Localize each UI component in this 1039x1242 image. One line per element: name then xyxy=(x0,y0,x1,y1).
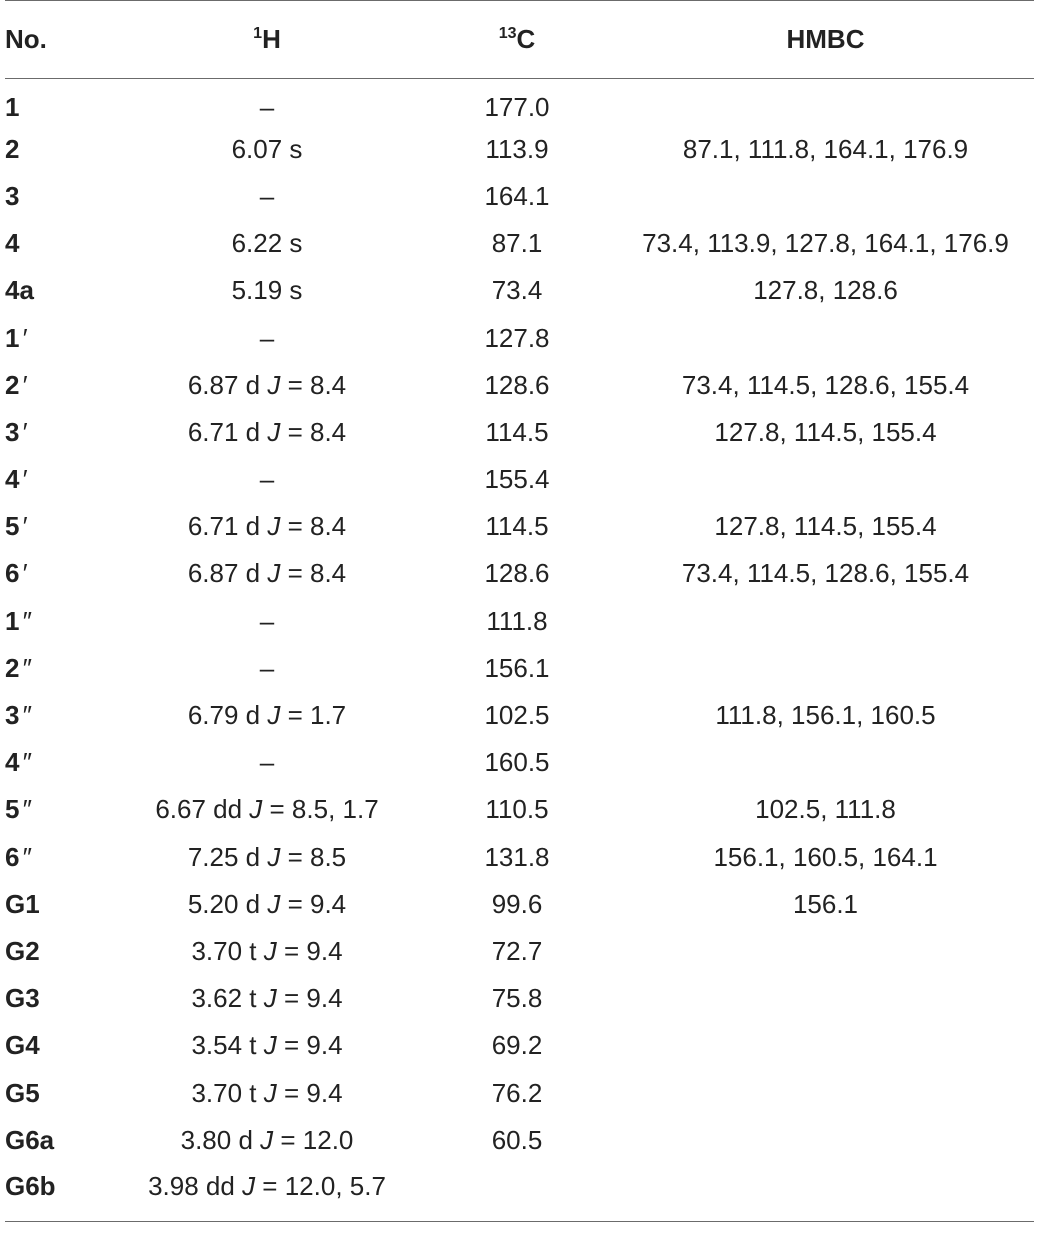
cell-no xyxy=(5,220,117,267)
cell-hmbc xyxy=(617,1117,1034,1164)
proton-shift: – xyxy=(259,322,275,353)
position-label: 1 xyxy=(5,322,20,353)
cell-13c xyxy=(417,1069,617,1116)
hmbc-correlations: 156.1 xyxy=(792,888,859,919)
carbon-shift: 110.5 xyxy=(485,794,549,825)
hmbc-correlations: 111.8, 156.1, 160.5 xyxy=(715,700,936,731)
cell-hmbc xyxy=(617,267,1034,314)
position-label: 2 xyxy=(5,369,20,400)
position-label: 3 xyxy=(5,180,20,211)
cell-1h xyxy=(117,1117,417,1164)
hmbc-correlations: 127.8, 128.6 xyxy=(753,275,898,306)
coupling-constant: = 9.4 xyxy=(276,983,343,1014)
carbon-shift: 114.5 xyxy=(485,416,549,447)
coupling-constant: = 8.4 xyxy=(280,511,347,542)
proton-shift: 6.79 d xyxy=(187,700,268,731)
table-row xyxy=(5,550,1034,597)
cell-hmbc xyxy=(617,220,1034,267)
header-no-label: No. xyxy=(5,24,47,54)
carbon-shift: 113.9 xyxy=(485,133,549,164)
table-row xyxy=(5,928,1034,975)
coupling-constant: = 8.5 xyxy=(280,841,347,872)
position-label: 4 xyxy=(5,464,20,495)
coupling-constant: = 12.0, 5.7 xyxy=(255,1171,386,1202)
cell-hmbc xyxy=(617,409,1034,456)
proton-shift: 5.19 s xyxy=(231,275,303,306)
cell-no xyxy=(5,598,117,645)
cell-13c xyxy=(417,503,617,550)
table-row xyxy=(5,1117,1034,1164)
cell-hmbc xyxy=(617,1022,1034,1069)
carbon-shift: 128.6 xyxy=(484,558,550,589)
table-row xyxy=(5,786,1034,833)
cell-1h xyxy=(117,503,417,550)
carbon-shift: 164.1 xyxy=(484,180,550,211)
cell-hmbc xyxy=(617,79,1034,126)
cell-1h xyxy=(117,314,417,361)
cell-13c xyxy=(417,314,617,361)
position-prime: ′ xyxy=(21,416,27,447)
cell-no xyxy=(5,409,117,456)
cell-hmbc xyxy=(617,362,1034,409)
proton-shift: 5.20 d xyxy=(187,888,268,919)
coupling-symbol: J xyxy=(263,1077,277,1108)
cell-1h xyxy=(117,173,417,220)
carbon-shift: 75.8 xyxy=(491,983,543,1014)
cell-hmbc xyxy=(617,928,1034,975)
cell-no xyxy=(5,126,117,173)
position-label: G6b xyxy=(5,1171,56,1202)
hmbc-correlations: 87.1, 111.8, 164.1, 176.9 xyxy=(682,133,969,164)
table-row xyxy=(5,598,1034,645)
carbon-shift: 73.4 xyxy=(491,275,543,306)
coupling-symbol: J xyxy=(267,841,281,872)
table-body xyxy=(5,79,1034,1222)
header-no xyxy=(5,1,117,79)
coupling-symbol: J xyxy=(263,935,277,966)
cell-hmbc xyxy=(617,314,1034,361)
coupling-symbol: J xyxy=(267,511,281,542)
cell-13c xyxy=(417,834,617,881)
cell-1h xyxy=(117,362,417,409)
cell-1h xyxy=(117,550,417,597)
cell-13c xyxy=(417,1117,617,1164)
cell-no xyxy=(5,928,117,975)
proton-shift: – xyxy=(259,464,275,495)
nmr-data-table xyxy=(5,0,1034,1222)
position-prime: ″ xyxy=(21,652,31,683)
proton-shift: 3.80 d xyxy=(180,1124,261,1155)
proton-shift: 3.98 dd xyxy=(148,1171,243,1202)
carbon-shift: 99.6 xyxy=(491,888,543,919)
position-label: 5 xyxy=(5,511,20,542)
position-label: 3 xyxy=(5,416,20,447)
cell-13c xyxy=(417,881,617,928)
header-hmbc xyxy=(617,1,1034,79)
cell-13c xyxy=(417,975,617,1022)
cell-hmbc xyxy=(617,881,1034,928)
cell-no xyxy=(5,550,117,597)
cell-no xyxy=(5,881,117,928)
position-prime: ′ xyxy=(21,369,27,400)
position-label: G4 xyxy=(5,1030,40,1061)
proton-shift: – xyxy=(259,605,275,636)
proton-shift: 6.22 s xyxy=(231,228,303,259)
cell-hmbc xyxy=(617,1164,1034,1222)
cell-no xyxy=(5,739,117,786)
position-prime: ′ xyxy=(21,464,27,495)
cell-hmbc xyxy=(617,503,1034,550)
position-label: 4 xyxy=(5,747,20,778)
cell-13c xyxy=(417,739,617,786)
header-13c-superscript: 13 xyxy=(498,25,517,42)
cell-13c xyxy=(417,267,617,314)
table-row xyxy=(5,1069,1034,1116)
table-row xyxy=(5,645,1034,692)
coupling-constant: = 9.4 xyxy=(280,888,347,919)
cell-no xyxy=(5,645,117,692)
coupling-constant: = 8.4 xyxy=(280,369,347,400)
table-row xyxy=(5,503,1034,550)
table-row xyxy=(5,456,1034,503)
cell-1h xyxy=(117,409,417,456)
position-label: 2 xyxy=(5,133,20,164)
position-prime: ″ xyxy=(21,794,31,825)
table-row xyxy=(5,267,1034,314)
table-row xyxy=(5,975,1034,1022)
cell-1h xyxy=(117,456,417,503)
table-row xyxy=(5,881,1034,928)
proton-shift: 3.70 t xyxy=(191,935,264,966)
proton-shift: – xyxy=(259,180,275,211)
proton-shift: – xyxy=(259,747,275,778)
table-row xyxy=(5,692,1034,739)
proton-shift: 6.87 d xyxy=(187,558,268,589)
cell-1h xyxy=(117,1022,417,1069)
position-label: 6 xyxy=(5,841,20,872)
cell-hmbc xyxy=(617,126,1034,173)
cell-no xyxy=(5,173,117,220)
table-row xyxy=(5,362,1034,409)
cell-1h xyxy=(117,220,417,267)
carbon-shift: 102.5 xyxy=(484,700,550,731)
carbon-shift: 76.2 xyxy=(491,1077,543,1108)
cell-13c xyxy=(417,786,617,833)
position-label: G1 xyxy=(5,888,40,919)
cell-13c xyxy=(417,550,617,597)
table-row xyxy=(5,173,1034,220)
carbon-shift: 160.5 xyxy=(484,747,550,778)
coupling-symbol: J xyxy=(267,416,281,447)
position-label: 5 xyxy=(5,794,20,825)
table-row xyxy=(5,220,1034,267)
position-label: 4 xyxy=(5,228,20,259)
cell-no xyxy=(5,834,117,881)
cell-no xyxy=(5,786,117,833)
proton-shift: 3.70 t xyxy=(191,1077,264,1108)
cell-13c xyxy=(417,79,617,126)
position-label: 3 xyxy=(5,700,20,731)
carbon-shift: 60.5 xyxy=(491,1124,543,1155)
coupling-symbol: J xyxy=(267,700,281,731)
hmbc-correlations: 127.8, 114.5, 155.4 xyxy=(714,416,937,447)
proton-shift: 6.71 d xyxy=(187,416,268,447)
table-row xyxy=(5,739,1034,786)
coupling-constant: = 9.4 xyxy=(276,935,343,966)
position-label: G5 xyxy=(5,1077,40,1108)
cell-hmbc xyxy=(617,550,1034,597)
cell-1h xyxy=(117,881,417,928)
hmbc-correlations: 102.5, 111.8 xyxy=(755,794,896,825)
cell-no xyxy=(5,1069,117,1116)
coupling-symbol: J xyxy=(260,1124,274,1155)
cell-13c xyxy=(417,126,617,173)
cell-no xyxy=(5,456,117,503)
coupling-symbol: J xyxy=(267,558,281,589)
cell-13c xyxy=(417,456,617,503)
cell-no xyxy=(5,79,117,126)
cell-1h xyxy=(117,692,417,739)
proton-shift: 7.25 d xyxy=(187,841,268,872)
carbon-shift: 156.1 xyxy=(484,652,550,683)
coupling-symbol: J xyxy=(263,983,277,1014)
proton-shift: 6.07 s xyxy=(231,133,303,164)
table-row xyxy=(5,126,1034,173)
hmbc-correlations: 73.4, 114.5, 128.6, 155.4 xyxy=(681,369,970,400)
table-row xyxy=(5,1164,1034,1222)
header-1h xyxy=(117,1,417,79)
header-1h-superscript: 1 xyxy=(253,25,263,42)
position-prime: ″ xyxy=(21,841,31,872)
proton-shift: – xyxy=(259,652,275,683)
proton-shift: – xyxy=(259,91,275,122)
cell-1h xyxy=(117,1069,417,1116)
cell-13c xyxy=(417,362,617,409)
coupling-symbol: J xyxy=(267,888,281,919)
carbon-shift: 131.8 xyxy=(484,841,550,872)
proton-shift: 6.71 d xyxy=(187,511,268,542)
cell-1h xyxy=(117,834,417,881)
cell-1h xyxy=(117,928,417,975)
cell-13c xyxy=(417,1022,617,1069)
proton-shift: 3.62 t xyxy=(191,983,264,1014)
carbon-shift: 155.4 xyxy=(484,464,550,495)
cell-hmbc xyxy=(617,786,1034,833)
position-prime: ″ xyxy=(21,700,31,731)
position-label: G6a xyxy=(5,1124,55,1155)
position-label: 1 xyxy=(5,91,20,122)
proton-shift: 6.87 d xyxy=(187,369,268,400)
cell-13c xyxy=(417,598,617,645)
carbon-shift: 114.5 xyxy=(485,511,549,542)
cell-hmbc xyxy=(617,975,1034,1022)
carbon-shift: 128.6 xyxy=(484,369,550,400)
cell-no xyxy=(5,314,117,361)
position-label: 1 xyxy=(5,605,20,636)
cell-hmbc xyxy=(617,173,1034,220)
carbon-shift: 177.0 xyxy=(484,91,550,122)
coupling-symbol: J xyxy=(263,1030,277,1061)
cell-1h xyxy=(117,739,417,786)
cell-hmbc xyxy=(617,456,1034,503)
cell-13c xyxy=(417,409,617,456)
cell-1h xyxy=(117,79,417,126)
cell-no xyxy=(5,975,117,1022)
table-row xyxy=(5,834,1034,881)
header-1h-label: H xyxy=(262,24,281,54)
proton-shift: 6.67 dd xyxy=(155,794,250,825)
cell-1h xyxy=(117,1164,417,1222)
position-label: 2 xyxy=(5,652,20,683)
position-prime: ′ xyxy=(21,558,27,589)
position-prime: ″ xyxy=(21,747,31,778)
cell-1h xyxy=(117,786,417,833)
carbon-shift: 69.2 xyxy=(491,1030,543,1061)
position-prime: ′ xyxy=(21,322,27,353)
coupling-constant: = 12.0 xyxy=(273,1124,354,1155)
header-hmbc-label: HMBC xyxy=(786,24,865,54)
coupling-constant: = 9.4 xyxy=(276,1030,343,1061)
nmr-data-table-container xyxy=(5,0,1034,1222)
position-label: 6 xyxy=(5,558,20,589)
table-row xyxy=(5,79,1034,126)
cell-hmbc xyxy=(617,692,1034,739)
hmbc-correlations: 156.1, 160.5, 164.1 xyxy=(713,841,938,872)
coupling-symbol: J xyxy=(242,1171,256,1202)
cell-13c xyxy=(417,1164,617,1222)
cell-hmbc xyxy=(617,1069,1034,1116)
cell-no xyxy=(5,692,117,739)
table-row xyxy=(5,1022,1034,1069)
cell-hmbc xyxy=(617,598,1034,645)
cell-13c xyxy=(417,692,617,739)
position-prime: ″ xyxy=(21,605,31,636)
hmbc-correlations: 127.8, 114.5, 155.4 xyxy=(714,511,937,542)
coupling-constant: = 8.4 xyxy=(280,558,347,589)
cell-13c xyxy=(417,645,617,692)
carbon-shift: 111.8 xyxy=(486,605,548,636)
cell-13c xyxy=(417,220,617,267)
cell-hmbc xyxy=(617,645,1034,692)
cell-no xyxy=(5,362,117,409)
cell-hmbc xyxy=(617,834,1034,881)
hmbc-correlations: 73.4, 113.9, 127.8, 164.1, 176.9 xyxy=(642,228,1009,259)
proton-shift: 3.54 t xyxy=(191,1030,264,1061)
table-row xyxy=(5,409,1034,456)
cell-1h xyxy=(117,645,417,692)
cell-13c xyxy=(417,928,617,975)
cell-1h xyxy=(117,975,417,1022)
header-13c xyxy=(417,1,617,79)
carbon-shift: 72.7 xyxy=(491,935,543,966)
carbon-shift: 127.8 xyxy=(484,322,550,353)
coupling-symbol: J xyxy=(249,794,263,825)
cell-1h xyxy=(117,598,417,645)
cell-hmbc xyxy=(617,739,1034,786)
table-header xyxy=(5,1,1034,79)
cell-1h xyxy=(117,126,417,173)
position-label: G3 xyxy=(5,983,40,1014)
carbon-shift: 87.1 xyxy=(491,228,543,259)
coupling-constant: = 9.4 xyxy=(276,1077,343,1108)
cell-no xyxy=(5,1022,117,1069)
coupling-constant: = 8.4 xyxy=(280,416,347,447)
cell-13c xyxy=(417,173,617,220)
header-row xyxy=(5,1,1034,79)
position-label: 4a xyxy=(5,275,34,306)
coupling-constant: = 1.7 xyxy=(280,700,347,731)
cell-no xyxy=(5,1117,117,1164)
header-13c-label: C xyxy=(516,24,536,54)
cell-no xyxy=(5,503,117,550)
coupling-symbol: J xyxy=(267,369,281,400)
table-row xyxy=(5,314,1034,361)
position-prime: ′ xyxy=(21,511,27,542)
cell-no xyxy=(5,1164,117,1222)
cell-1h xyxy=(117,267,417,314)
position-label: G2 xyxy=(5,935,40,966)
cell-no xyxy=(5,267,117,314)
hmbc-correlations: 73.4, 114.5, 128.6, 155.4 xyxy=(681,558,970,589)
coupling-constant: = 8.5, 1.7 xyxy=(262,794,379,825)
